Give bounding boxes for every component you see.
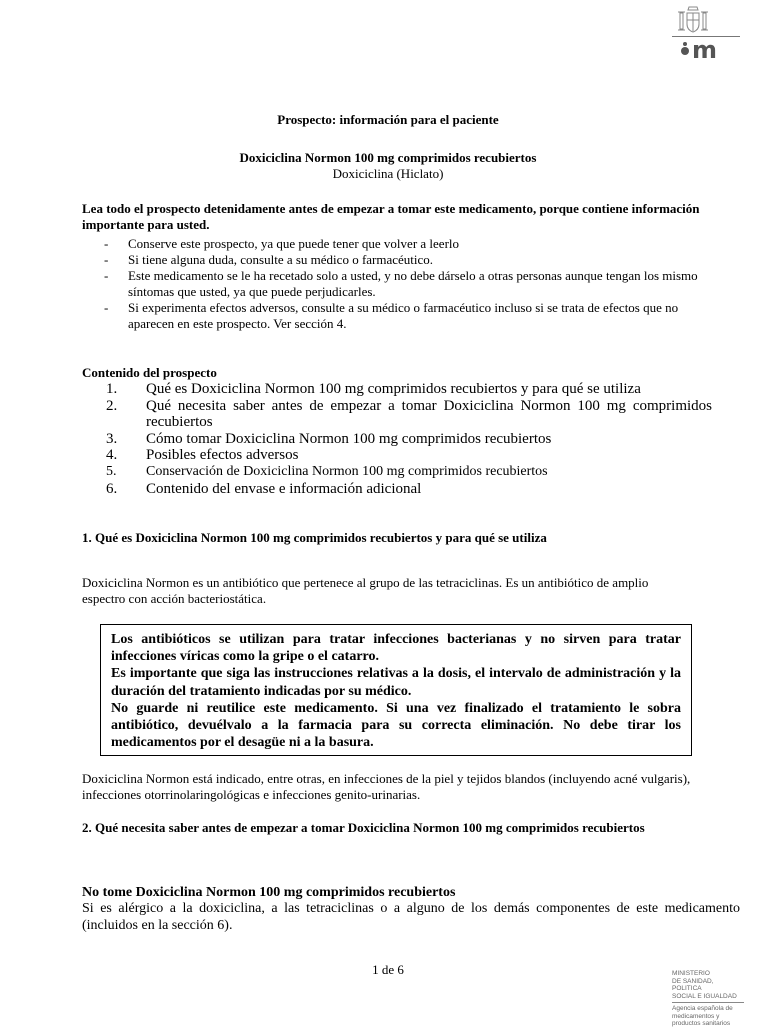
list-number: 1. [106,381,118,397]
list-text: Qué necesita saber antes de empezar a tomar Doxiciclina Normon 100 mg comprimidos recubiertos [146,397,712,431]
antibiotic-notice-box [100,624,692,756]
list-text: Qué es Doxiciclina Normon 100 mg comprimidos recubiertos y para qué se utiliza [146,381,641,397]
ministry-logo [672,970,744,1028]
ministry-line: DE SANIDAD, POLITICA [672,977,714,992]
ministry-line: MINISTERIO [672,970,710,977]
list-item [106,398,712,431]
section1-paragraph: Doxiciclina Normon es un antibiótico que pertenece al grupo de las tetraciclinas. Es un antibiótico de amplio espectro con acción bacteriostática. [82,575,649,606]
advice-list [104,236,724,332]
agency-logo [678,36,728,67]
document-title: Prospecto: información para el paciente [277,112,499,127]
contents-list [106,381,746,497]
section1-paragraph-2: Doxiciclina Normon está indicado, entre otras, en infecciones de la piel y tejidos blandos (incluyendo acné vulgaris), infecciones otorrinolaringológicas e infecciones genito-urinarias. [82,771,691,802]
section2-heading: 2. Qué necesita saber antes de empezar a tomar Doxiciclina Normon 100 mg comprimidos recubiertos [82,820,645,835]
list-text: Contenido del envase e información adicional [146,480,422,497]
list-number: 4. [106,447,118,464]
list-text: Cómo tomar Doxiciclina Normon 100 mg comprimidos recubiertos [146,430,552,447]
list-number: 5. [106,463,117,479]
list-item: - Este medicamento se le ha recetado solo a usted, y no debe dárselo a otras personas aunque tengan los mismo síntomas que usted, ya que puede perjudicarles. [104,268,702,300]
list-item [106,381,746,398]
intro-paragraph: Lea todo el prospecto detenidamente antes de empezar a tomar este medicamento, porque contiene información importante para usted. [82,201,700,232]
list-item [106,431,746,448]
active-ingredient: Doxiciclina (Hiclato) [332,166,444,181]
list-item [106,464,746,481]
list-item: - Si experimenta efectos adversos, consulte a su médico o farmacéutico incluso si se trata de efectos que no aparecen en este prospecto. Ver sección 4. [104,300,712,332]
page-number: 1 de 6 [372,962,404,977]
list-number: 6. [106,480,118,497]
notice-line: No guarde ni reutilice este medicamento. Si una vez finalizado el tratamiento le sobra antibiótico, devuélvalo a la farmacia para su correcta eliminación. No debe tirar los medicamentos por el desagüe ni a la basura. [111,700,681,751]
list-item [106,447,746,464]
agency-line: productos sanitarios [672,1020,731,1027]
list-text: Posibles efectos adversos [146,447,299,464]
list-item [106,481,746,498]
list-item: - Si tiene alguna duda, consulte a su médico o farmacéutico. [104,252,724,268]
ministry-line: SOCIAL E IGUALDAD [672,992,737,1000]
subheading-paragraph: Si es alérgico a la doxiciclina, a las tetraciclinas o a alguno de los demás componentes de este medicamento (incluidos en la sección 6). [82,901,740,933]
agency-logo-text: m [692,36,718,64]
agency-line: medicamentos y [672,1012,720,1020]
product-name: Doxiciclina Normon 100 mg comprimidos recubiertos [239,150,537,165]
list-item: - Conserve este prospecto, ya que puede tener que volver a leerlo [104,236,724,252]
coat-of-arms-icon [675,4,711,36]
notice-line: Es importante que siga las instrucciones relativas a la dosis, el intervalo de administración y la duración del tratamiento indicadas por su médico. [111,666,681,699]
subheading: No tome Doxiciclina Normon 100 mg comprimidos recubiertos [82,885,456,900]
agency-line: Agencia española de [672,1005,733,1012]
contents-heading: Contenido del prospecto [82,365,217,380]
list-text: Conservación de Doxiciclina Normon 100 mg comprimidos recubiertos [146,463,548,479]
notice-line: Los antibióticos se utilizan para tratar infecciones bacterianas y no sirven para tratar infecciones víricas como la gripe o el catarro. [111,632,681,665]
list-number: 3. [106,430,118,447]
footer-divider [672,1002,744,1003]
section1-heading: 1. Qué es Doxiciclina Normon 100 mg comprimidos recubiertos y para qué se utiliza [82,530,547,545]
list-number: 2. [106,397,118,414]
